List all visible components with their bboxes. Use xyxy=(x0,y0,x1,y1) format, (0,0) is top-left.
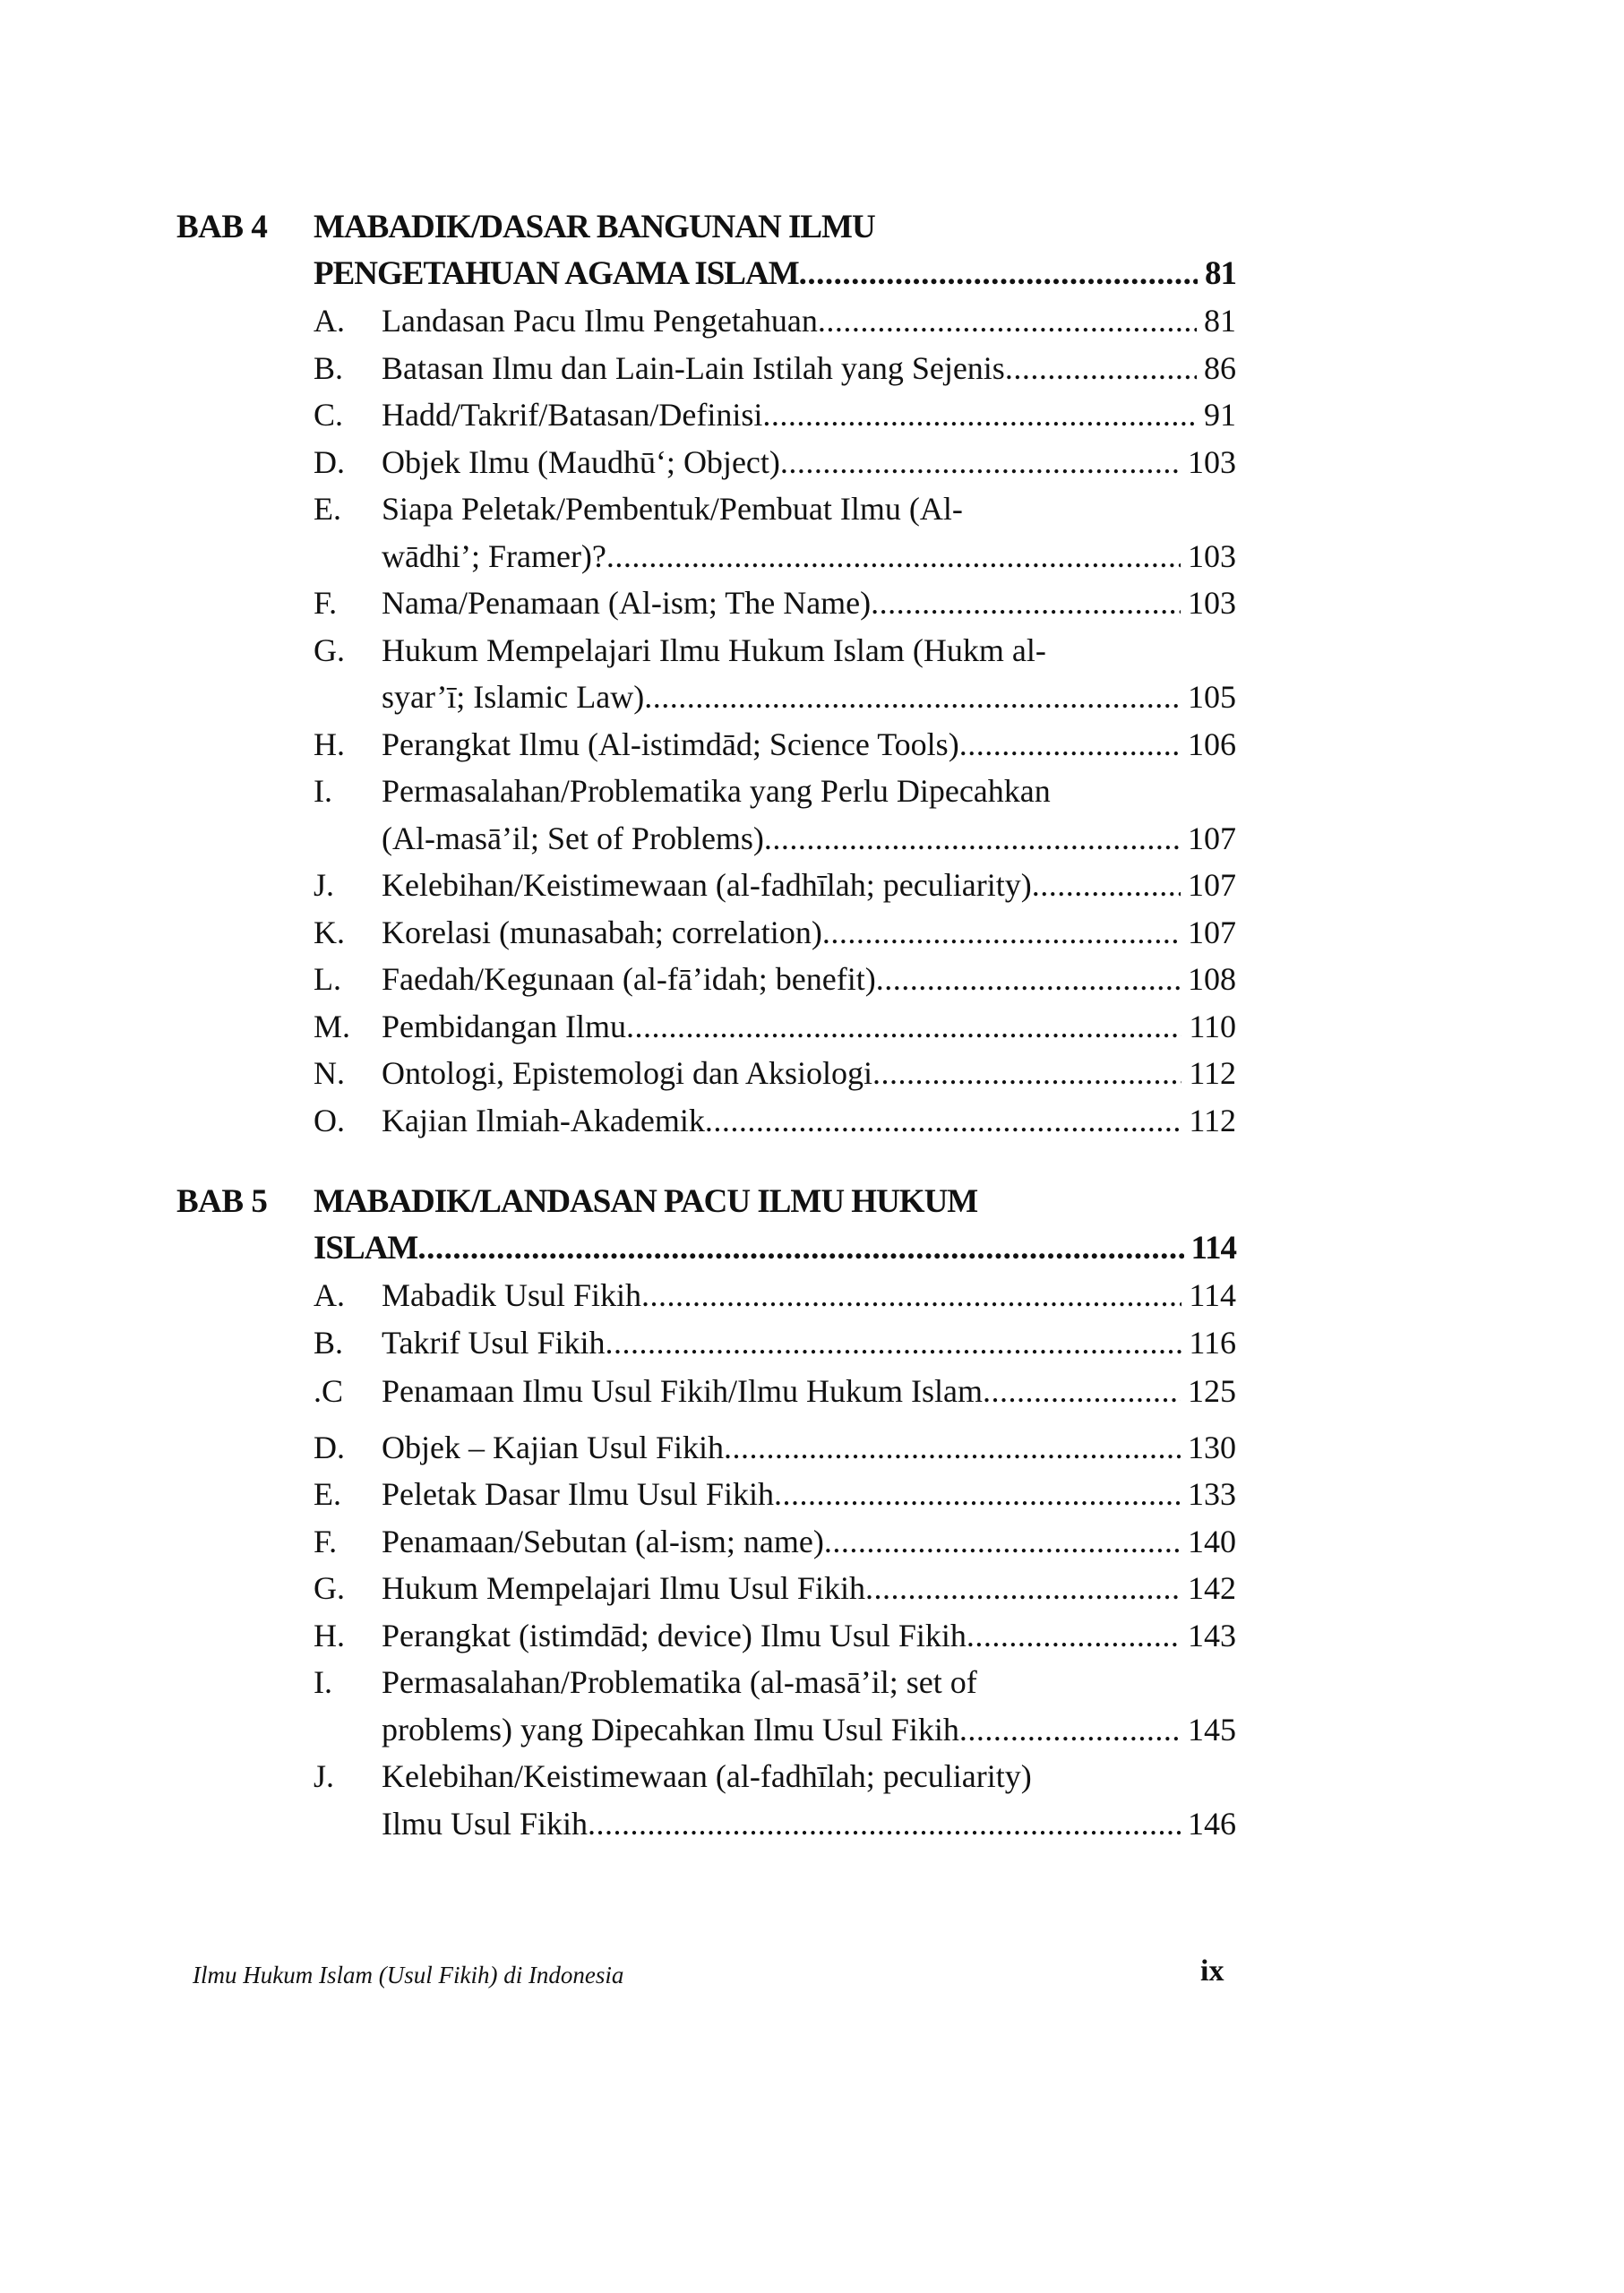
entry-page: 133 xyxy=(1188,1476,1236,1512)
footer-book-title: Ilmu Hukum Islam (Usul Fikih) di Indonesia xyxy=(193,1962,624,1988)
entry-text: Mabadik Usul Fikih xyxy=(382,1277,642,1313)
entry-text-line1: Kelebihan/Keistimewaan (al-fadhīlah; peculiarity) xyxy=(382,1758,1032,1794)
leader-dots xyxy=(764,815,1181,863)
entry-letter: H. xyxy=(314,1617,345,1653)
entry-text: Kelebihan/Keistimewaan (al-fadhīlah; peculiarity) xyxy=(382,867,1032,903)
leader-dots xyxy=(705,1097,1181,1145)
entry-page: 105 xyxy=(1188,679,1236,715)
entry-page: 91 xyxy=(1204,397,1236,433)
chapter-title-line2[interactable] xyxy=(314,1225,1236,1272)
toc-entry[interactable] xyxy=(314,580,1236,627)
entry-page: 114 xyxy=(1189,1277,1236,1313)
toc-entry[interactable] xyxy=(314,1471,1236,1518)
toc-entry[interactable] xyxy=(314,1612,1236,1660)
leader-dots xyxy=(626,1003,1181,1051)
entry-letter: J. xyxy=(314,1758,335,1794)
leader-dots xyxy=(959,721,1181,769)
leader-dots xyxy=(818,297,1197,345)
chapter-title-line1: MABADIK/LANDASAN PACU ILMU HUKUM xyxy=(314,1183,978,1220)
leader-dots xyxy=(983,1368,1181,1415)
entry-page: 107 xyxy=(1188,820,1236,856)
toc-entry[interactable] xyxy=(314,439,1236,486)
entry-page: 125 xyxy=(1188,1373,1236,1409)
entry-text: Perangkat Ilmu (Al-istimdād; Science Tools) xyxy=(382,726,959,762)
leader-dots xyxy=(641,1272,1181,1319)
entry-letter: O. xyxy=(314,1102,345,1138)
entry-page: 112 xyxy=(1189,1102,1236,1138)
entry-page: 112 xyxy=(1189,1055,1236,1091)
entry-letter: E. xyxy=(314,1476,341,1512)
entry-page: 86 xyxy=(1204,349,1236,386)
leader-dots xyxy=(644,674,1181,721)
entry-letter: D. xyxy=(314,1429,345,1465)
entry-text: Hadd/Takrif/Batasan/Definisi xyxy=(382,397,763,433)
leader-dots xyxy=(780,439,1181,486)
entry-page: 103 xyxy=(1188,585,1236,621)
entry-page: 81 xyxy=(1204,303,1236,339)
leader-dots xyxy=(876,956,1181,1003)
leader-dots xyxy=(417,1225,1183,1272)
entry-text: problems) yang Dipecahkan Ilmu Usul Fikih xyxy=(382,1711,959,1748)
entry-page: 103 xyxy=(1188,537,1236,574)
entry-text: Objek – Kajian Usul Fikih xyxy=(382,1429,724,1465)
entry-text: Peletak Dasar Ilmu Usul Fikih xyxy=(382,1476,774,1512)
chapter-title xyxy=(314,204,1236,297)
entry-letter: K. xyxy=(314,914,345,950)
entry-page: 106 xyxy=(1188,726,1236,762)
entry-letter: N. xyxy=(314,1055,345,1091)
toc-entry[interactable] xyxy=(314,485,1236,580)
entry-letter: G. xyxy=(314,1570,345,1606)
leader-dots xyxy=(774,1471,1181,1518)
entry-letter: .C xyxy=(314,1373,344,1409)
leader-dots xyxy=(822,909,1181,957)
footer-page-number: ix xyxy=(1200,1954,1224,1988)
leader-dots xyxy=(762,391,1197,439)
toc-entry[interactable] xyxy=(314,345,1236,392)
leader-dots xyxy=(959,1706,1181,1754)
entry-letter: G. xyxy=(314,631,345,668)
entry-page: 145 xyxy=(1188,1711,1236,1748)
toc-entry[interactable] xyxy=(314,1518,1236,1566)
entry-letter: A. xyxy=(314,303,345,339)
chapter-title-line1: MABADIK/DASAR BANGUNAN ILMU xyxy=(314,209,875,245)
entry-text: Penamaan Ilmu Usul Fikih/Ilmu Hukum Islam xyxy=(382,1373,983,1409)
toc-entry[interactable] xyxy=(314,1565,1236,1612)
leader-dots xyxy=(872,1050,1181,1097)
entry-text: Objek Ilmu (Maudhū‘; Object) xyxy=(382,443,780,480)
toc-entry[interactable] xyxy=(314,1659,1236,1753)
entry-letter: H. xyxy=(314,726,345,762)
entry-text: Ontologi, Epistemologi dan Aksiologi xyxy=(382,1055,872,1091)
entry-text: Perangkat (istimdād; device) Ilmu Usul Fikih xyxy=(382,1617,967,1653)
entry-letter: D. xyxy=(314,443,345,480)
toc-entry[interactable] xyxy=(314,1368,1236,1415)
toc-entry[interactable] xyxy=(314,391,1236,439)
entry-letter: B. xyxy=(314,349,344,386)
toc-entry[interactable] xyxy=(314,1424,1236,1472)
toc-entry[interactable] xyxy=(314,862,1236,909)
toc-entry[interactable] xyxy=(314,1097,1236,1145)
entry-page: 130 xyxy=(1188,1429,1236,1465)
entry-page: 107 xyxy=(1188,867,1236,903)
entry-letter: I. xyxy=(314,1664,332,1700)
entry-letter: L. xyxy=(314,961,341,997)
leader-dots xyxy=(606,533,1181,580)
chapter-title-line2[interactable] xyxy=(314,251,1236,297)
chapter-title-text: PENGETAHUAN AGAMA ISLAM xyxy=(314,255,799,292)
entry-letter: J. xyxy=(314,867,335,903)
entry-text: Landasan Pacu Ilmu Pengetahuan xyxy=(382,303,818,339)
chapter-page-number: 114 xyxy=(1190,1230,1236,1267)
chapter-label: BAB 5 xyxy=(176,1183,268,1220)
entry-text: Kajian Ilmiah-Akademik xyxy=(382,1102,705,1138)
entry-letter: C. xyxy=(314,397,344,433)
entry-text-line1: Siapa Peletak/Pembentuk/Pembuat Ilmu (Al- xyxy=(382,491,963,527)
entry-text-line1: Permasalahan/Problematika yang Perlu Dipecahkan xyxy=(382,773,1051,809)
entry-letter: F. xyxy=(314,1523,338,1559)
chapter-label: BAB 4 xyxy=(176,209,268,245)
toc-entry[interactable] xyxy=(314,627,1236,721)
chapter-title-text: ISLAM xyxy=(314,1230,418,1267)
entry-text-line1: Permasalahan/Problematika (al-masā’il; set of xyxy=(382,1664,977,1700)
entry-text: Penamaan/Sebutan (al-ism; name) xyxy=(382,1523,824,1559)
entry-text: wādhi’; Framer)? xyxy=(382,537,606,574)
toc-entry[interactable] xyxy=(314,1753,1236,1847)
leader-dots xyxy=(1032,862,1181,909)
leader-dots xyxy=(865,1565,1181,1612)
entry-text: Nama/Penamaan (Al-ism; The Name) xyxy=(382,585,872,621)
toc-entry[interactable] xyxy=(314,1003,1236,1051)
entry-page: 107 xyxy=(1188,914,1236,950)
entry-text: (Al-masā’il; Set of Problems) xyxy=(382,820,764,856)
toc-entry[interactable] xyxy=(314,768,1236,862)
entry-page: 146 xyxy=(1188,1805,1236,1842)
toc-entry[interactable] xyxy=(314,297,1236,345)
leader-dots xyxy=(967,1612,1181,1660)
toc-entries xyxy=(314,1272,1236,1847)
entry-letter: B. xyxy=(314,1324,344,1361)
toc-entry[interactable] xyxy=(314,1050,1236,1097)
toc-entry[interactable] xyxy=(314,956,1236,1003)
entry-letter: I. xyxy=(314,773,332,809)
leader-dots xyxy=(1005,345,1197,392)
chapter-title xyxy=(314,1179,1236,1272)
entry-page: 116 xyxy=(1189,1324,1236,1361)
leader-dots xyxy=(605,1319,1181,1367)
leader-dots xyxy=(724,1424,1181,1472)
toc-entries xyxy=(314,297,1236,1144)
entry-text: Faedah/Kegunaan (al-fā’idah; benefit) xyxy=(382,961,876,997)
leader-dots xyxy=(824,1518,1181,1566)
toc-entry[interactable] xyxy=(314,1319,1236,1367)
entry-text: Korelasi (munasabah; correlation) xyxy=(382,914,822,950)
leader-dots xyxy=(588,1800,1181,1848)
leader-dots xyxy=(799,251,1198,297)
entry-page: 143 xyxy=(1188,1617,1236,1653)
toc-entry[interactable] xyxy=(314,721,1236,769)
entry-page: 140 xyxy=(1188,1523,1236,1559)
toc-entry[interactable] xyxy=(314,1272,1236,1319)
entry-letter: E. xyxy=(314,491,341,527)
entry-letter: A. xyxy=(314,1277,345,1313)
entry-text: Pembidangan Ilmu xyxy=(382,1008,626,1044)
entry-text: Hukum Mempelajari Ilmu Usul Fikih xyxy=(382,1570,865,1606)
entry-text: Ilmu Usul Fikih xyxy=(382,1805,589,1842)
entry-text: Takrif Usul Fikih xyxy=(382,1324,606,1361)
entry-page: 142 xyxy=(1188,1570,1236,1606)
entry-page: 103 xyxy=(1188,443,1236,480)
entry-page: 110 xyxy=(1189,1008,1236,1044)
toc-entry[interactable] xyxy=(314,909,1236,957)
entry-page: 108 xyxy=(1188,961,1236,997)
entry-text: syar’ī; Islamic Law) xyxy=(382,679,645,715)
entry-letter: F. xyxy=(314,585,338,621)
chapter-page-number: 81 xyxy=(1205,255,1236,292)
entry-text-line1: Hukum Mempelajari Ilmu Hukum Islam (Hukm al- xyxy=(382,631,1046,668)
entry-text: Batasan Ilmu dan Lain-Lain Istilah yang Sejenis xyxy=(382,349,1005,386)
leader-dots xyxy=(871,580,1181,627)
entry-letter: M. xyxy=(314,1008,351,1044)
